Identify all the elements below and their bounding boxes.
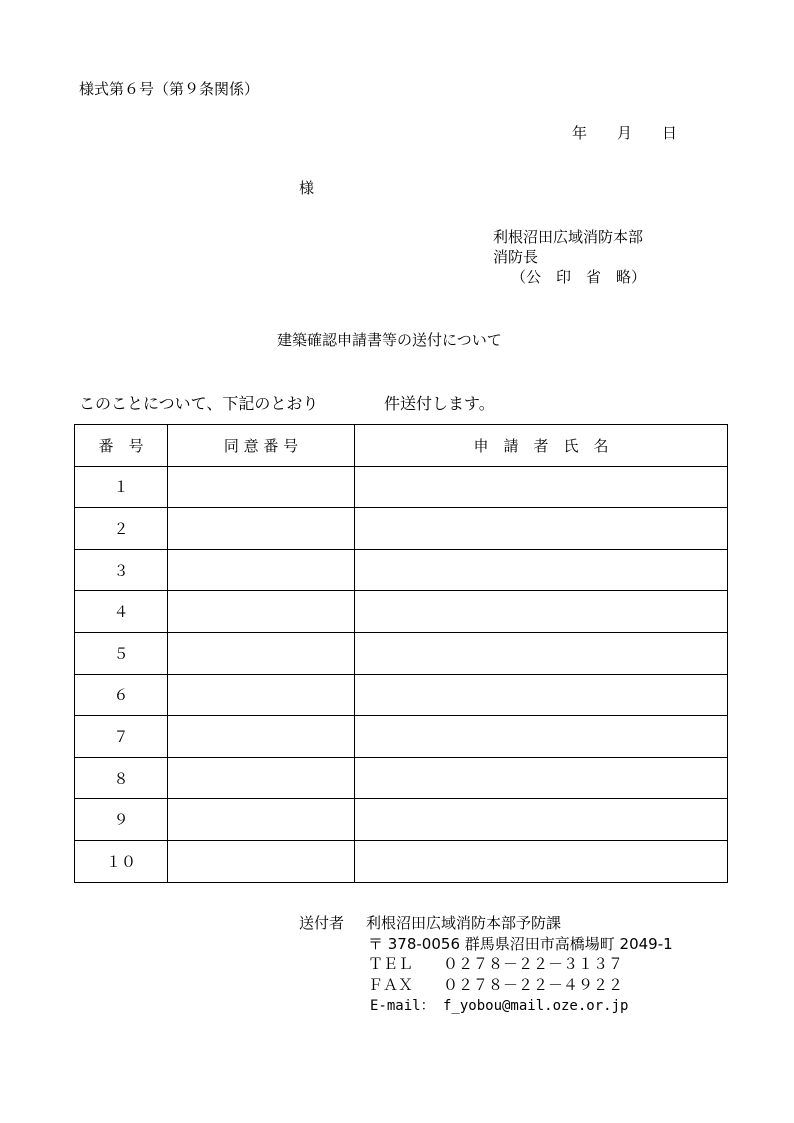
body-text-before-count: このことについて、下記のとおり [79, 394, 319, 413]
sent-documents-table [74, 424, 728, 883]
row-number: １ [75, 466, 168, 508]
recipient-suffix: 様 [299, 179, 315, 197]
form-label: 様式第６号（第９条関係） [79, 80, 260, 98]
consent-number-cell [168, 508, 355, 550]
applicant-name-cell [355, 508, 728, 550]
sender-fax: ＦＡＸ ０２７８－２２－４９２２ [368, 976, 624, 994]
table-row [75, 674, 728, 716]
table-row [75, 508, 728, 550]
consent-number-cell [168, 716, 355, 758]
header-consent-number: 同 意 番 号 [168, 425, 355, 467]
consent-number-cell [168, 591, 355, 633]
table-row [75, 591, 728, 633]
sender-tel: ＴＥＬ ０２７８－２２－３１３７ [368, 955, 624, 973]
table-row [75, 799, 728, 841]
row-number: ２ [75, 508, 168, 550]
seal-note: （公 印 省 略） [511, 268, 647, 286]
table-row [75, 632, 728, 674]
sender-address: 〒 378-0056 群馬県沼田市高橋場町 2049-1 [368, 935, 673, 953]
applicant-name-cell [355, 799, 728, 841]
row-number: １０ [75, 840, 168, 882]
consent-number-cell [168, 674, 355, 716]
applicant-name-cell [355, 591, 728, 633]
date-line: 年 月 日 [572, 124, 678, 142]
consent-number-cell [168, 799, 355, 841]
row-number: ８ [75, 757, 168, 799]
row-number: ４ [75, 591, 168, 633]
table-row [75, 549, 728, 591]
table-row [75, 757, 728, 799]
header-number: 番 号 [75, 425, 168, 467]
consent-number-cell [168, 466, 355, 508]
row-number: ６ [75, 674, 168, 716]
header-applicant-name: 申 請 者 氏 名 [355, 425, 728, 467]
applicant-name-cell [355, 549, 728, 591]
row-number: ７ [75, 716, 168, 758]
applicant-name-cell [355, 632, 728, 674]
applicant-name-cell [355, 840, 728, 882]
consent-number-cell [168, 549, 355, 591]
row-number: ５ [75, 632, 168, 674]
body-text-after-count: 件送付します。 [384, 394, 495, 413]
sender-email: E-mail： f_yobou@mail.oze.or.jp [370, 998, 629, 1014]
applicant-name-cell [355, 757, 728, 799]
consent-number-cell [168, 757, 355, 799]
applicant-name-cell [355, 674, 728, 716]
table-row [75, 466, 728, 508]
consent-number-cell [168, 632, 355, 674]
issuer-organization: 利根沼田広域消防本部 [493, 228, 644, 246]
applicant-name-cell [355, 716, 728, 758]
table-header-row [75, 425, 728, 467]
sender-organization: 利根沼田広域消防本部予防課 [366, 914, 562, 932]
consent-number-cell [168, 840, 355, 882]
applicant-name-cell [355, 466, 728, 508]
sender-label: 送付者 [299, 914, 345, 932]
document-title: 建築確認申請書等の送付について [277, 331, 502, 349]
issuer-title: 消防長 [493, 248, 539, 266]
row-number: ３ [75, 549, 168, 591]
table-row [75, 840, 728, 882]
row-number: ９ [75, 799, 168, 841]
table-row [75, 716, 728, 758]
